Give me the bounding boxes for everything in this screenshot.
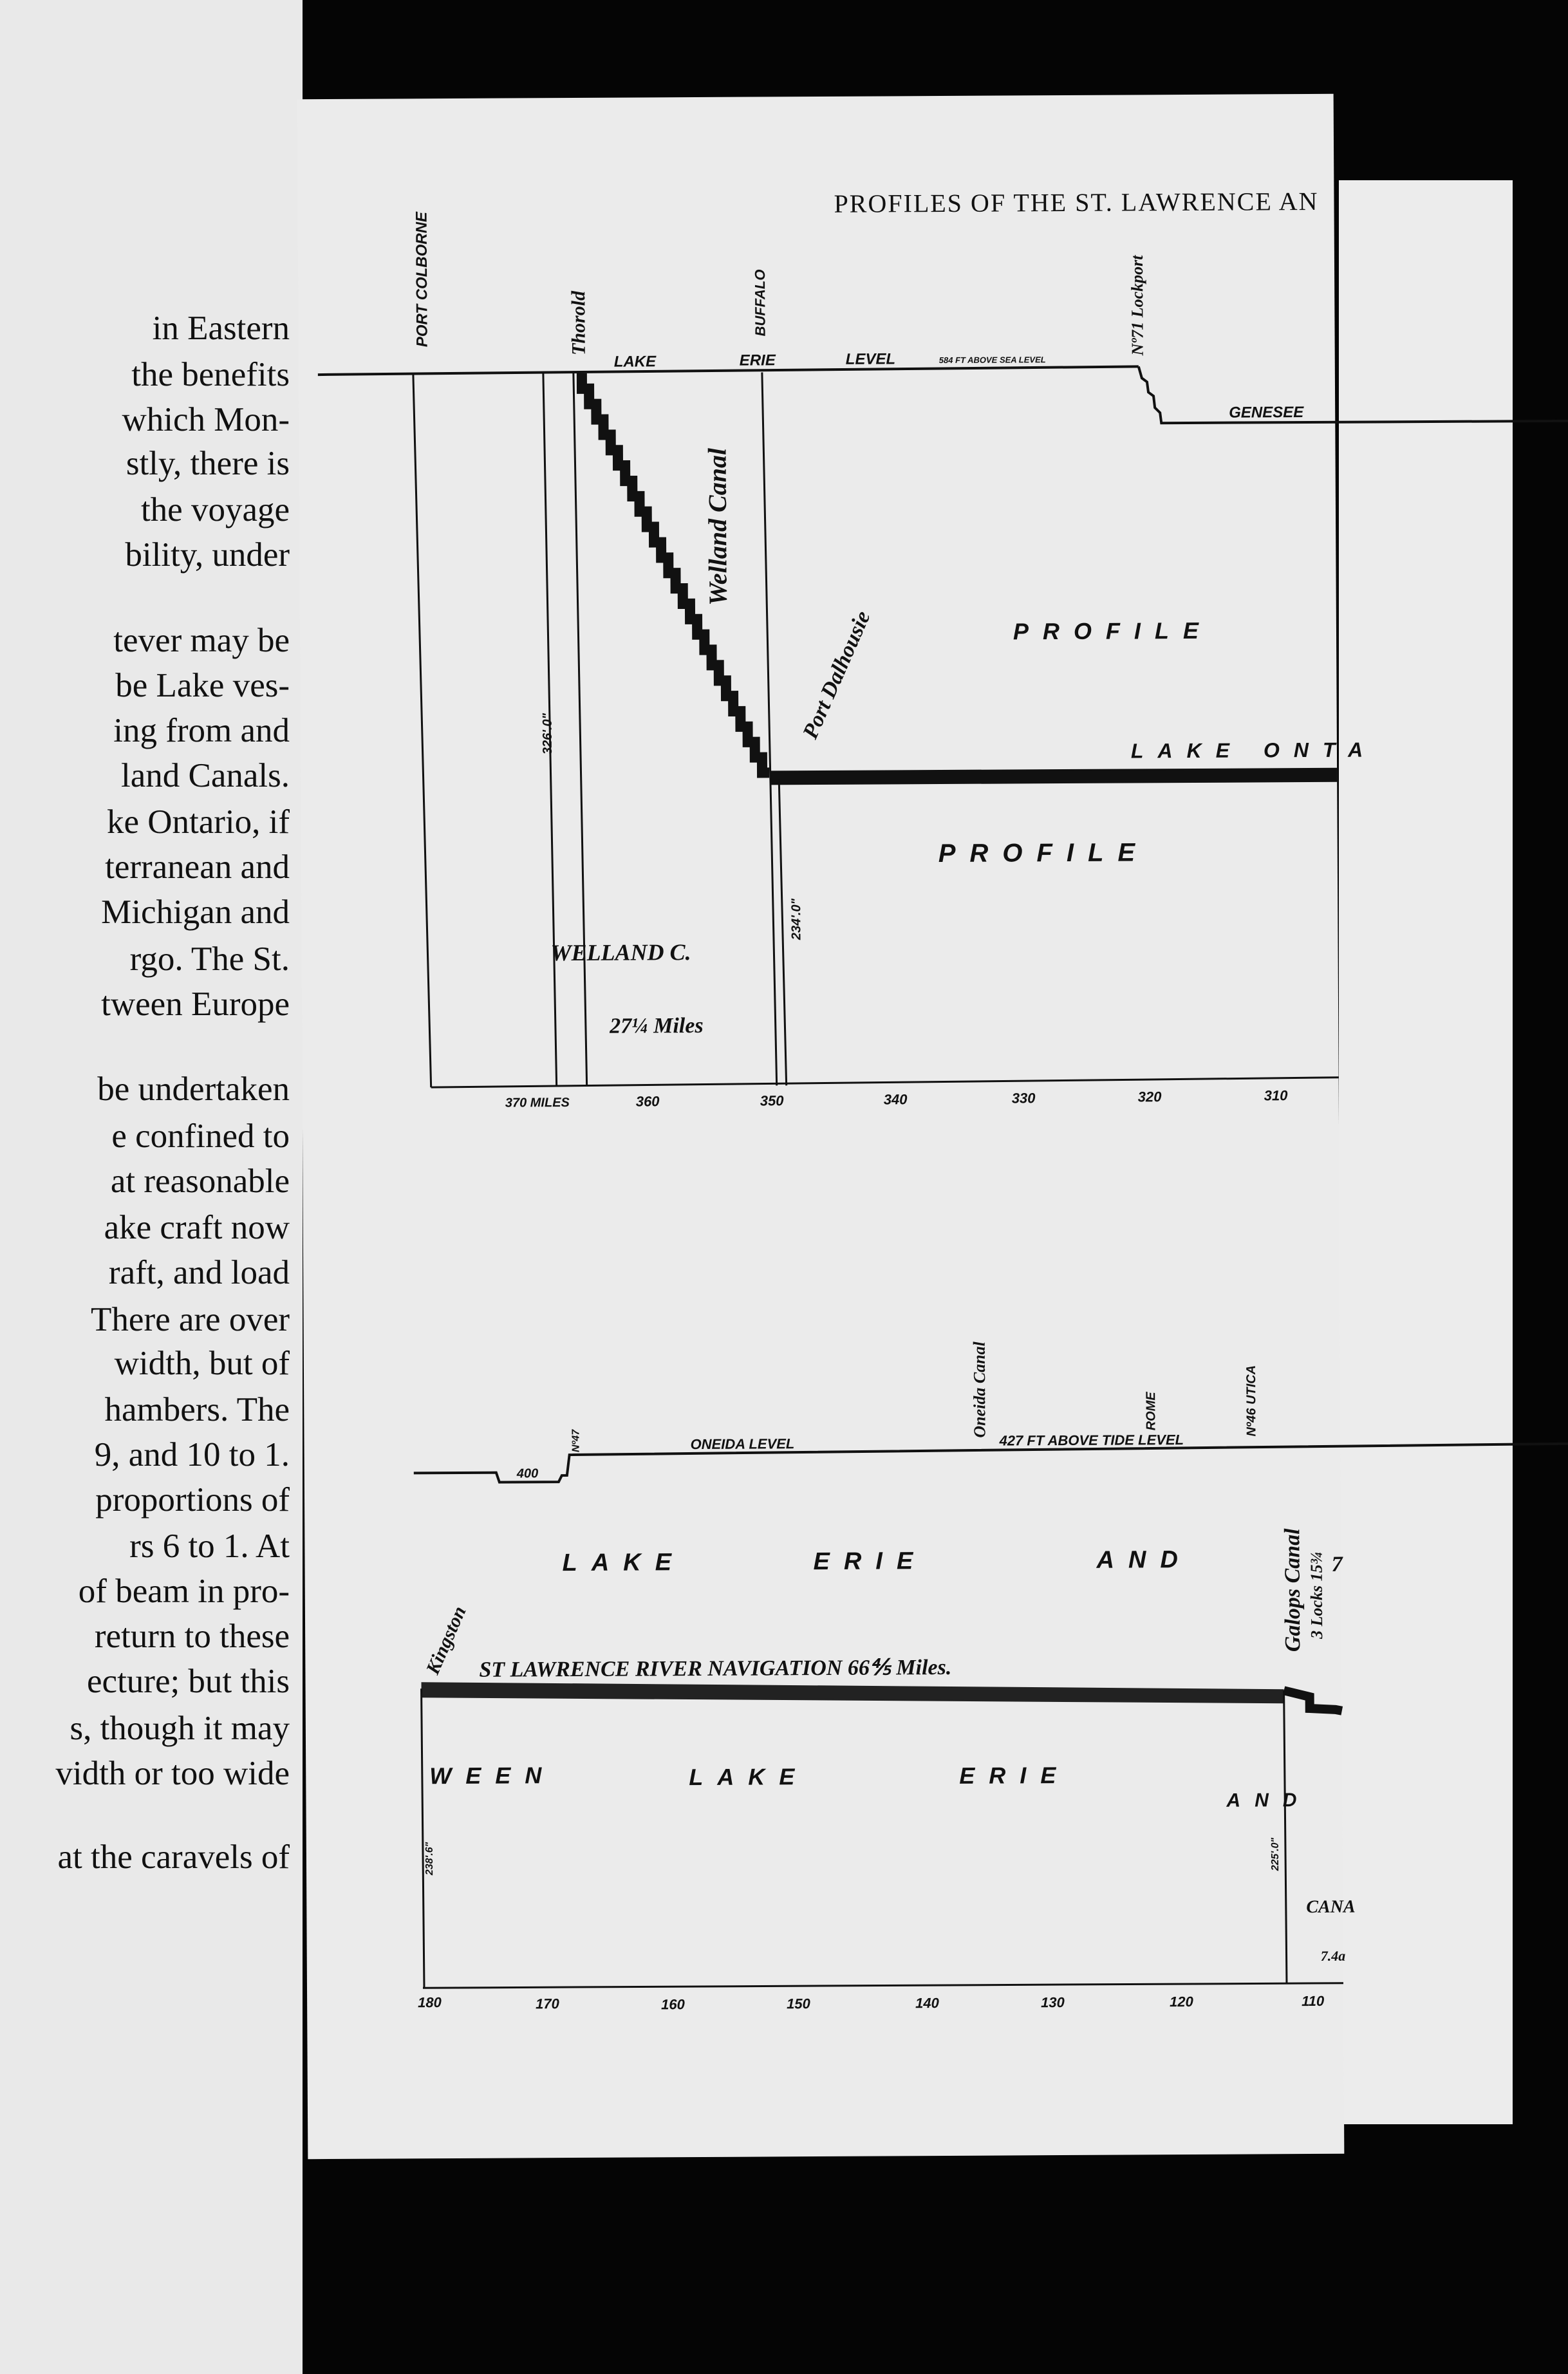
left-page-line: There are over <box>91 1301 290 1338</box>
left-page-line: rgo. The St. <box>129 940 290 978</box>
welland-canal-locks <box>582 372 769 773</box>
left-page-line: rs 6 to 1. At <box>129 1528 290 1565</box>
thorold-line <box>574 373 587 1087</box>
utica-label: Nº46 UTICA <box>1244 1365 1259 1437</box>
left-page-line: tween Europe <box>101 986 290 1023</box>
left-page-line: s, though it may <box>70 1710 290 1747</box>
left-page-line: be Lake ves- <box>115 667 290 704</box>
background-page <box>1339 180 1513 2124</box>
left-page-line: Michigan and <box>101 893 290 931</box>
oneida-canal-label: Oneida Canal <box>969 1341 989 1438</box>
tide-level-label: 427 FT ABOVE TIDE LEVEL <box>999 1432 1184 1449</box>
foldout-plate <box>297 94 1377 2159</box>
profile-upper-label: PROFILE <box>1013 617 1213 645</box>
left-page-line: vidth or too wide <box>55 1755 290 1792</box>
left-page-line: ecture; but this <box>87 1663 290 1700</box>
left-page-line: proportions of <box>95 1481 290 1519</box>
axis-tick: 170 <box>536 1995 559 2012</box>
left-page-line: terranean and <box>105 848 290 886</box>
galops-canal-label: Galops Canal <box>1280 1528 1305 1652</box>
axis-tick: 140 <box>915 1995 939 2012</box>
left-page-line: bility, under <box>125 536 290 574</box>
left-page-line: the voyage <box>140 491 290 528</box>
galops-line <box>1284 1690 1287 1983</box>
rome-label: ROME <box>1144 1392 1159 1431</box>
depth-label-right: 225'.0" <box>1269 1837 1282 1871</box>
left-page-line: be undertaken <box>97 1070 290 1108</box>
port-colborne-label: PORT COLBORNE <box>413 211 431 348</box>
axis-tick: 110 <box>1302 1992 1325 2010</box>
left-page-line: at the caravels of <box>57 1838 290 1876</box>
left-page-line: which Mon- <box>122 401 290 438</box>
oneida-level-label: ONEIDA LEVEL <box>690 1435 795 1453</box>
left-page-line: raft, and load <box>108 1254 290 1291</box>
erie-word: ERIE <box>959 1761 1070 1789</box>
depth-line-right <box>779 779 786 1085</box>
welland-c-label: WELLAND C. <box>550 939 691 966</box>
buffalo-line <box>762 372 777 1085</box>
sea-level-note: 584 FT ABOVE SEA LEVEL <box>938 355 1046 366</box>
axis-tick: 370 MILES <box>505 1096 570 1110</box>
axis-tick: 360 <box>635 1093 660 1110</box>
left-page-line: at reasonable <box>110 1163 290 1200</box>
lake-level-word: LAKE <box>613 353 657 371</box>
left-page-line: hambers. The <box>104 1391 290 1428</box>
left-page-line: stly, there is <box>126 445 290 482</box>
lake-erie-level-line <box>318 366 1139 375</box>
depth-label-left: 326'.0" <box>540 713 555 755</box>
canal-miles-label: 7.4a <box>1320 1947 1346 1964</box>
left-page-line: return to these <box>94 1618 290 1655</box>
left-page-line: ke Ontario, if <box>106 803 290 841</box>
axis-tick: 310 <box>1264 1087 1288 1104</box>
erie-word: ERIE <box>813 1547 928 1576</box>
left-page-line: width, but of <box>114 1345 290 1382</box>
axis-tick: 320 <box>1137 1089 1162 1105</box>
lake-ontario-label: LAKE ONTA <box>1130 738 1377 763</box>
galops-locks <box>1284 1690 1342 1711</box>
lake-word: LAKE <box>689 1763 809 1791</box>
lake-word: LAKE <box>562 1549 686 1577</box>
axis-tick: 120 <box>1170 1993 1193 2010</box>
lake-ontario-level <box>770 768 1337 785</box>
lockport-label: Nº71 Lockport <box>1127 255 1147 356</box>
ween-word: WEEN <box>429 1762 556 1790</box>
lake-level-word: ERIE <box>739 351 776 369</box>
axis-tick: 350 <box>760 1092 784 1109</box>
genesee-label: GENESEE <box>1229 404 1304 422</box>
page-header: PROFILES OF THE ST. LAWRENCE AN <box>834 186 1319 218</box>
kingston-label: Kingston <box>422 1603 471 1678</box>
port-colborne-line <box>413 374 431 1087</box>
axis-tick: 180 <box>418 1994 442 2011</box>
and-word: AND <box>1096 1546 1192 1574</box>
left-page-line: e confined to <box>111 1117 290 1155</box>
axis-tick: 130 <box>1041 1994 1065 2011</box>
top-mileage-axis <box>431 1078 1339 1087</box>
lock-47-label: Nº47 <box>570 1429 582 1453</box>
left-page-line: land Canals. <box>121 757 290 794</box>
canal-label: CANA <box>1306 1896 1356 1918</box>
welland-canal-label: Welland Canal <box>702 447 733 606</box>
lake-level-word: LEVEL <box>845 350 896 368</box>
profile-diagram <box>297 94 1377 2159</box>
st-lawrence-nav-label: ST LAWRENCE RIVER NAVIGATION 66⅘ Miles. <box>479 1655 952 1682</box>
left-page-line: ing from and <box>113 712 290 749</box>
left-page-line: in Eastern <box>152 310 290 347</box>
buffalo-label: BUFFALO <box>752 269 769 337</box>
depth-label-left: 238'.6" <box>424 1842 436 1876</box>
left-page <box>0 0 303 2374</box>
galops-locks-label: 3 Locks 15¾ <box>1307 1551 1327 1640</box>
axis-tick: 150 <box>787 1995 810 2012</box>
axis-tick: 160 <box>661 1996 685 2013</box>
left-page-line: ake craft now <box>104 1209 290 1246</box>
axis-tick: 340 <box>883 1091 908 1108</box>
lock-400-label: 400 <box>516 1466 539 1481</box>
profile-lower-label: PROFILE <box>938 838 1150 868</box>
and-word: AND <box>1226 1790 1311 1811</box>
depth-label-right: 234'.0" <box>789 898 804 940</box>
st-lawrence-level-band <box>422 1678 1284 1708</box>
left-page-line: 9, and 10 to 1. <box>94 1436 290 1473</box>
port-dalhousie-label: Port Dalhousie <box>798 607 875 743</box>
bottom-mileage-axis <box>423 1983 1343 1988</box>
axis-tick: 330 <box>1011 1090 1036 1107</box>
thorold-label: Thorold <box>568 290 590 356</box>
left-page-line: of beam in pro- <box>78 1573 290 1610</box>
left-page-line: tever may be <box>113 622 290 659</box>
seven-label: 7 <box>1331 1552 1343 1576</box>
left-page-line: the benefits <box>131 356 290 393</box>
kingston-line <box>422 1688 424 1988</box>
welland-miles-label: 27¼ Miles <box>610 1013 704 1038</box>
